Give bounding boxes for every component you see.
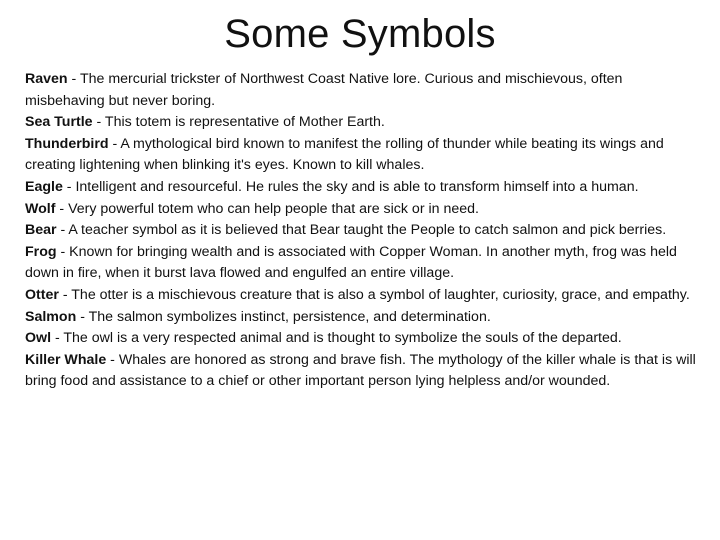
symbol-description: Whales are honored as strong and brave fish. The mythology of the killer whale is that is will bring food and assistance to a chief or other important person lying helpless and/or wounded. <box>25 351 696 390</box>
symbol-term: Wolf <box>25 200 56 217</box>
symbol-term: Otter <box>25 286 59 303</box>
symbol-term: Frog <box>25 243 57 260</box>
symbol-term: Owl <box>25 330 52 347</box>
symbol-entry-otter: Otter - The otter is a mischievous creature that is also a symbol of laughter, curiosity, grace, and empathy. <box>25 286 690 303</box>
symbol-entry-thunderbird: Thunderbird - A mythological bird known to manifest the rolling of thunder while beating its wings and creating lightening when blinking it's eyes. Known to kill whales. <box>25 135 664 174</box>
symbol-term: Salmon <box>25 308 77 325</box>
symbol-description: This totem is representative of Mother Earth. <box>104 114 385 131</box>
symbol-term: Sea Turtle <box>25 114 93 131</box>
symbol-term: Killer Whale <box>25 351 107 368</box>
symbol-term: Thunderbird <box>25 135 109 152</box>
symbol-description: A teacher symbol as it is believed that Bear taught the People to catch salmon and pick berries. <box>68 222 667 239</box>
symbol-description: A mythological bird known to manifest the rolling of thunder while beating its wings and creating lightening when blinking it's eyes. Known to kill whales. <box>25 135 664 174</box>
symbol-description: The owl is a very respected animal and is thought to symbolize the souls of the departed. <box>63 330 622 347</box>
slide-title: Some Symbols <box>224 12 496 56</box>
symbol-term: Eagle <box>25 178 63 195</box>
symbol-term: Raven <box>25 71 68 87</box>
symbol-description: Intelligent and resourceful. He rules the sky and is able to transform himself into a human. <box>75 178 639 195</box>
symbol-entry-salmon: Salmon - The salmon symbolizes instinct, persistence, and determination. <box>25 308 491 325</box>
symbol-entry-raven: Raven - The mercurial trickster of Northwest Coast Native lore. Curious and mischievous, often misbehaving but never boring. <box>25 71 623 109</box>
symbol-entry-eagle: Eagle - Intelligent and resourceful. He rules the sky and is able to transform himself into a human. <box>25 178 639 195</box>
symbol-description: Known for bringing wealth and is associated with Copper Woman. In another myth, frog was held down in fire, when it burst lava flowed and engulfed an entire village. <box>25 243 677 282</box>
symbol-description: The mercurial trickster of Northwest Coast Native lore. Curious and mischievous, often misbehaving but never boring. <box>25 71 623 109</box>
symbol-list <box>25 69 705 393</box>
symbol-entry-wolf: Wolf - Very powerful totem who can help people that are sick or in need. <box>25 200 479 217</box>
symbol-entry-owl: Owl - The owl is a very respected animal and is thought to symbolize the souls of the departed. <box>25 330 622 347</box>
symbol-description: Very powerful totem who can help people that are sick or in need. <box>68 200 479 217</box>
symbol-description: The salmon symbolizes instinct, persistence, and determination. <box>88 308 491 325</box>
symbol-entry-bear: Bear - A teacher symbol as it is believed that Bear taught the People to catch salmon and pick berries. <box>25 222 667 239</box>
symbol-entry-killer-whale: Killer Whale - Whales are honored as strong and brave fish. The mythology of the killer whale is that is will bring food and assistance to a chief or other important person lying helpless and/or wounded. <box>25 351 696 390</box>
symbol-entry-sea-turtle: Sea Turtle - This totem is representative of Mother Earth. <box>25 114 385 131</box>
symbol-entry-frog: Frog - Known for bringing wealth and is associated with Copper Woman. In another myth, frog was held down in fire, when it burst lava flowed and engulfed an entire village. <box>25 243 677 282</box>
symbol-description: The otter is a mischievous creature that is also a symbol of laughter, curiosity, grace, and empathy. <box>71 286 690 303</box>
symbol-term: Bear <box>25 222 57 239</box>
